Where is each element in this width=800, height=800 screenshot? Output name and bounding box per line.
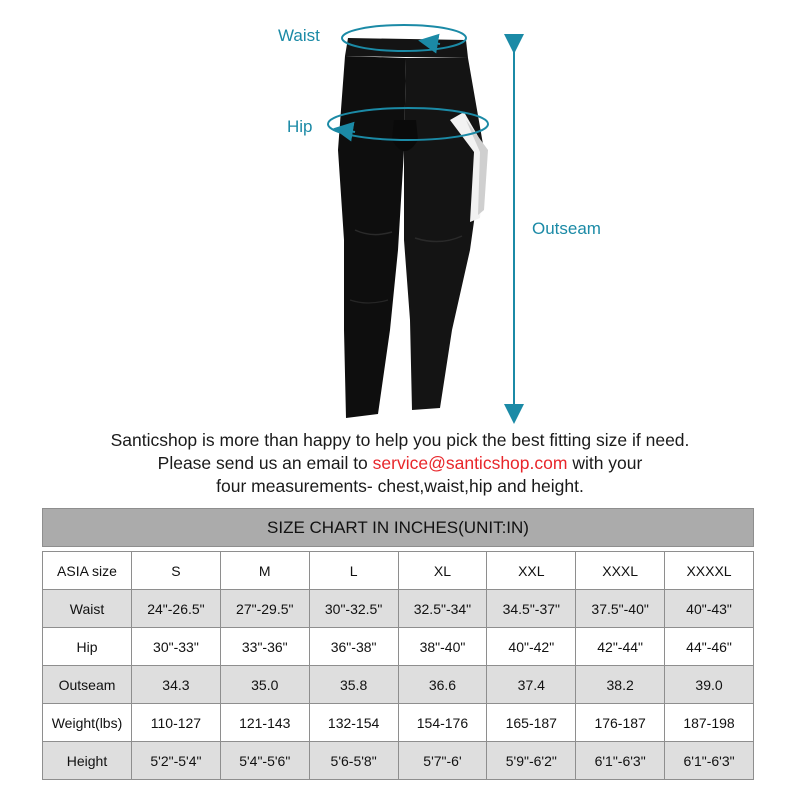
table-cell: 6'1"-6'3" xyxy=(576,742,665,780)
table-cell: 39.0 xyxy=(665,666,754,704)
table-row-waist xyxy=(43,590,754,628)
size-header-cell: XXL xyxy=(487,552,576,590)
table-cell: 176-187 xyxy=(576,704,665,742)
size-header-row xyxy=(43,552,754,590)
table-cell: 5'4"-5'6" xyxy=(220,742,309,780)
table-cell: 38"-40" xyxy=(398,628,487,666)
table-cell: 42"-44" xyxy=(576,628,665,666)
table-cell: 6'1"-6'3" xyxy=(665,742,754,780)
table-cell: 44"-46" xyxy=(665,628,754,666)
table-cell: 5'7"-6' xyxy=(398,742,487,780)
table-cell: 36.6 xyxy=(398,666,487,704)
table-cell: 32.5"-34" xyxy=(398,590,487,628)
cycling-tights-image xyxy=(338,38,488,418)
table-row-outseam xyxy=(43,666,754,704)
table-row-hip xyxy=(43,628,754,666)
table-row-weight xyxy=(43,704,754,742)
table-cell: 121-143 xyxy=(220,704,309,742)
size-header-cell: S xyxy=(132,552,221,590)
table-cell: 36"-38" xyxy=(309,628,398,666)
table-cell: 35.0 xyxy=(220,666,309,704)
table-cell: 110-127 xyxy=(132,704,221,742)
help-message-line1: Santicshop is more than happy to help you pick the best fitting size if need. xyxy=(110,430,690,450)
table-row-height xyxy=(43,742,754,780)
table-cell: 35.8 xyxy=(309,666,398,704)
waist-label: Waist xyxy=(278,26,320,45)
size-chart xyxy=(42,508,754,780)
size-header-cell: M xyxy=(220,552,309,590)
size-chart-title: SIZE CHART IN INCHES(UNIT:IN) xyxy=(42,508,754,547)
help-message-line2-suffix: with your xyxy=(567,453,643,473)
table-cell: 5'6-5'8" xyxy=(309,742,398,780)
table-cell: 187-198 xyxy=(665,704,754,742)
table-cell: 154-176 xyxy=(398,704,487,742)
row-label: Hip xyxy=(43,628,132,666)
table-cell: 33"-36" xyxy=(220,628,309,666)
table-cell: 27"-29.5" xyxy=(220,590,309,628)
table-cell: 34.5"-37" xyxy=(487,590,576,628)
size-chart-table xyxy=(42,551,754,780)
table-cell: 38.2 xyxy=(576,666,665,704)
size-header-cell: XL xyxy=(398,552,487,590)
table-cell: 165-187 xyxy=(487,704,576,742)
table-cell: 30"-33" xyxy=(132,628,221,666)
table-cell: 132-154 xyxy=(309,704,398,742)
table-cell: 37.5"-40" xyxy=(576,590,665,628)
outseam-label: Outseam xyxy=(532,219,601,238)
row-label: Weight(lbs) xyxy=(43,704,132,742)
size-header-cell: XXXL xyxy=(576,552,665,590)
table-cell: 24"-26.5" xyxy=(132,590,221,628)
hip-label: Hip xyxy=(287,117,313,136)
table-cell: 37.4 xyxy=(487,666,576,704)
support-email-link[interactable]: service@santicshop.com xyxy=(372,453,568,473)
table-cell: 40"-43" xyxy=(665,590,754,628)
row-label: Waist xyxy=(43,590,132,628)
row-label: Height xyxy=(43,742,132,780)
table-cell: 5'2"-5'4" xyxy=(132,742,221,780)
size-header-cell: XXXXL xyxy=(665,552,754,590)
table-cell: 34.3 xyxy=(132,666,221,704)
help-message-line2-prefix: Please send us an email to xyxy=(157,453,373,473)
size-header-label: ASIA size xyxy=(43,552,132,590)
help-message-line3: four measurements- chest,waist,hip and height. xyxy=(216,476,584,496)
size-header-cell: L xyxy=(309,552,398,590)
row-label: Outseam xyxy=(43,666,132,704)
table-cell: 40"-42" xyxy=(487,628,576,666)
help-message-line2 xyxy=(0,452,800,475)
table-cell: 5'9"-6'2" xyxy=(487,742,576,780)
table-cell: 30"-32.5" xyxy=(309,590,398,628)
